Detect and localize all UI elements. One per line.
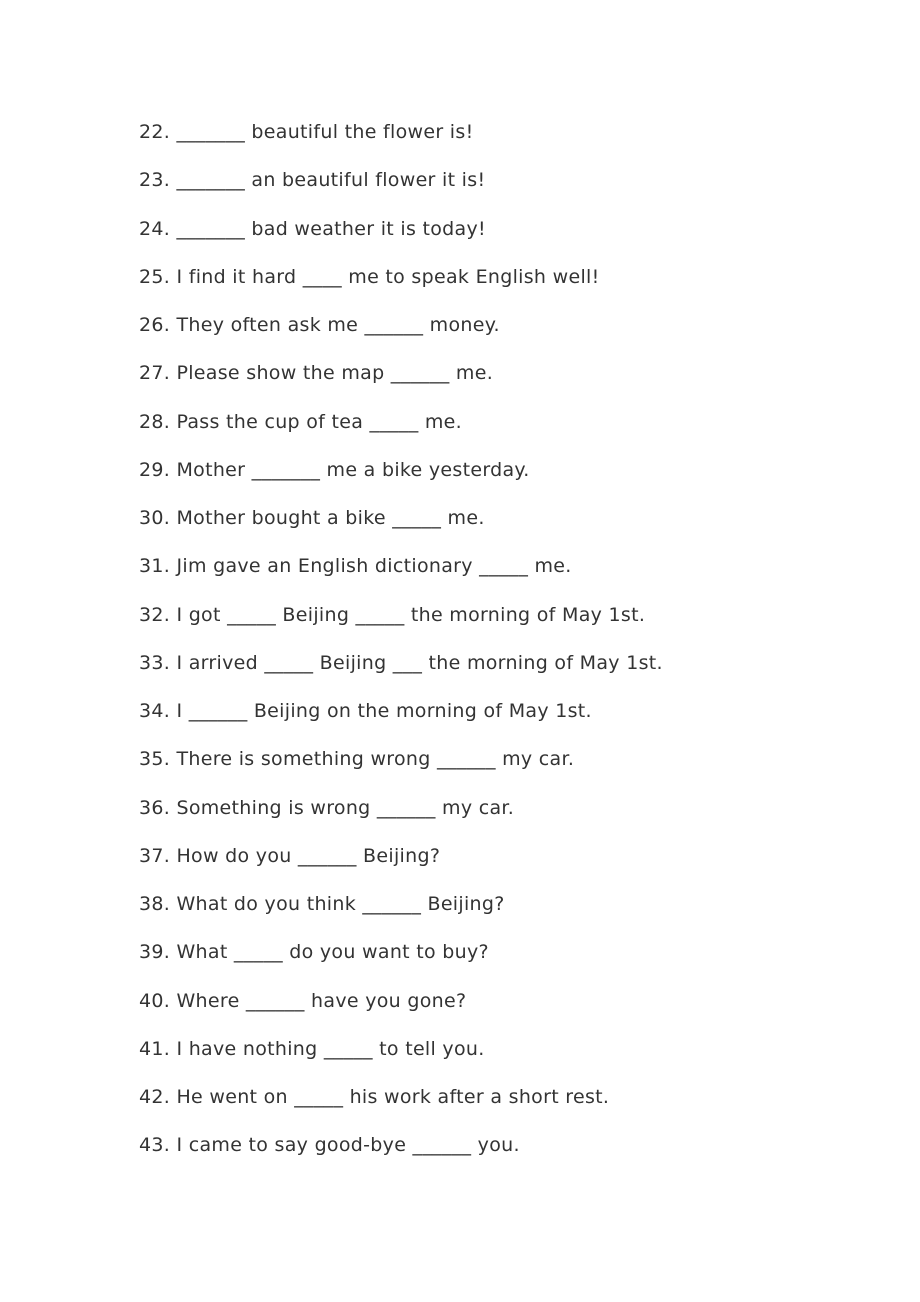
exercise-item: 27. Please show the map ______ me. (139, 362, 494, 385)
exercise-item: 26. They often ask me ______ money. (139, 314, 500, 336)
exercise-item: 37. How do you ______ Beijing? (139, 844, 441, 867)
exercise-item: 31. Jim gave an English dictionary _____ me. (139, 555, 572, 578)
exercise-item: 32. I got _____ Beijing _____ the morning of May 1st. (139, 603, 646, 626)
exercise-item: 22. _______ beautiful the flower is! (139, 121, 474, 143)
exercise-item: 34. I ______ Beijing on the morning of May 1st. (139, 700, 592, 722)
exercise-item: 38. What do you think ______ Beijing? (139, 893, 505, 915)
exercise-item: 28. Pass the cup of tea _____ me. (139, 410, 463, 433)
exercise-item: 29. Mother _______ me a bike yesterday. (139, 458, 530, 481)
exercise-item: 42. He went on _____ his work after a short rest. (139, 1086, 610, 1108)
exercise-item: 36. Something is wrong ______ my car. (139, 796, 515, 819)
exercise-item: 40. Where ______ have you gone? (139, 989, 467, 1012)
exercise-item: 23. _______ an beautiful flower it is! (139, 169, 486, 192)
exercise-item: 33. I arrived _____ Beijing ___ the morning of May 1st. (139, 651, 663, 674)
exercise-item: 43. I came to say good-bye ______ you. (139, 1134, 520, 1157)
exercise-item: 41. I have nothing _____ to tell you. (139, 1037, 485, 1060)
exercise-list (139, 116, 859, 1178)
exercise-item: 24. _______ bad weather it is today! (139, 217, 486, 240)
exercise-item: 30. Mother bought a bike _____ me. (139, 507, 485, 529)
exercise-item: 39. What _____ do you want to buy? (139, 941, 489, 964)
exercise-item: 35. There is something wrong ______ my car. (139, 748, 575, 771)
exercise-item: 25. I find it hard ____ me to speak English well! (139, 265, 600, 288)
